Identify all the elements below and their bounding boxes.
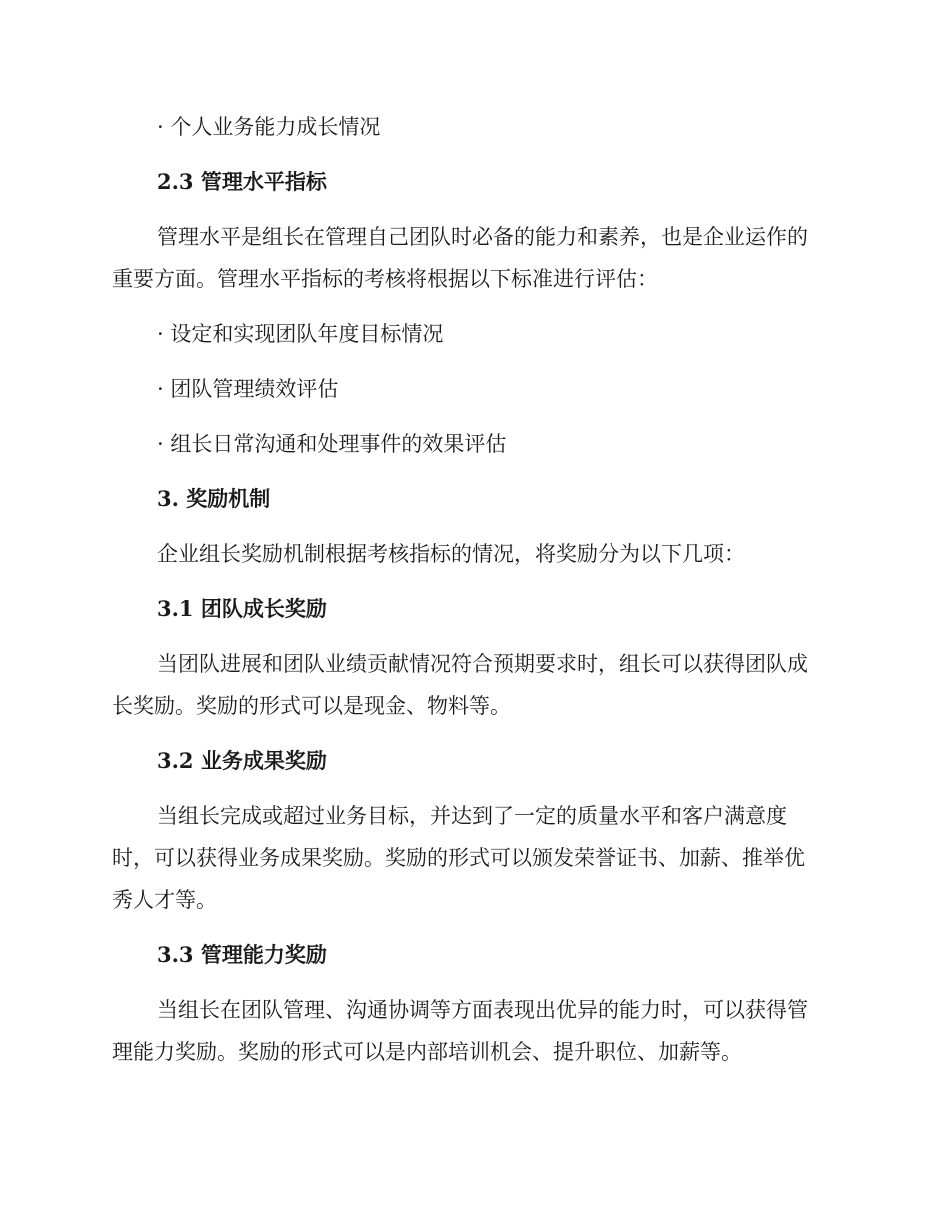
bullet-2-3-1: · 设定和实现团队年度目标情况 [157,322,444,346]
heading-3-1: 3.1 团队成长奖励 [157,596,327,621]
bullet-2-3-2: · 团队管理绩效评估 [157,377,339,401]
para-3-3-line1: 当组长在团队管理、沟通协调等方面表现出优异的能力时，可以获得管 [157,998,808,1022]
heading-2-3: 2.3 管理水平指标 [157,169,327,194]
para-2-3-line1: 管理水平是组长在管理自己团队时必备的能力和素养，也是企业运作的 [157,225,808,249]
para-3-2-line1: 当组长完成或超过业务目标，并达到了一定的质量水平和客户满意度 [157,804,787,828]
para-3-intro: 企业组长奖励机制根据考核指标的情况，将奖励分为以下几项： [157,542,745,566]
para-3-1-line2: 长奖励。奖励的形式可以是现金、物料等。 [112,694,511,718]
heading-3: 3. 奖励机制 [157,486,271,511]
bullet-personal-growth: · 个人业务能力成长情况 [157,115,381,139]
para-3-2-line2: 时，可以获得业务成果奖励。奖励的形式可以颁发荣誉证书、加薪、推举优 [112,846,805,870]
para-2-3-line2: 重要方面。管理水平指标的考核将根据以下标准进行评估： [112,267,658,291]
bullet-2-3-3: · 组长日常沟通和处理事件的效果评估 [157,432,507,456]
heading-3-3: 3.3 管理能力奖励 [157,942,327,967]
para-3-1-line1: 当团队进展和团队业绩贡献情况符合预期要求时，组长可以获得团队成 [157,652,808,676]
heading-3-2: 3.2 业务成果奖励 [157,748,327,773]
para-3-3-line2: 理能力奖励。奖励的形式可以是内部培训机会、提升职位、加薪等。 [112,1040,742,1064]
para-3-2-line3: 秀人才等。 [112,888,217,912]
